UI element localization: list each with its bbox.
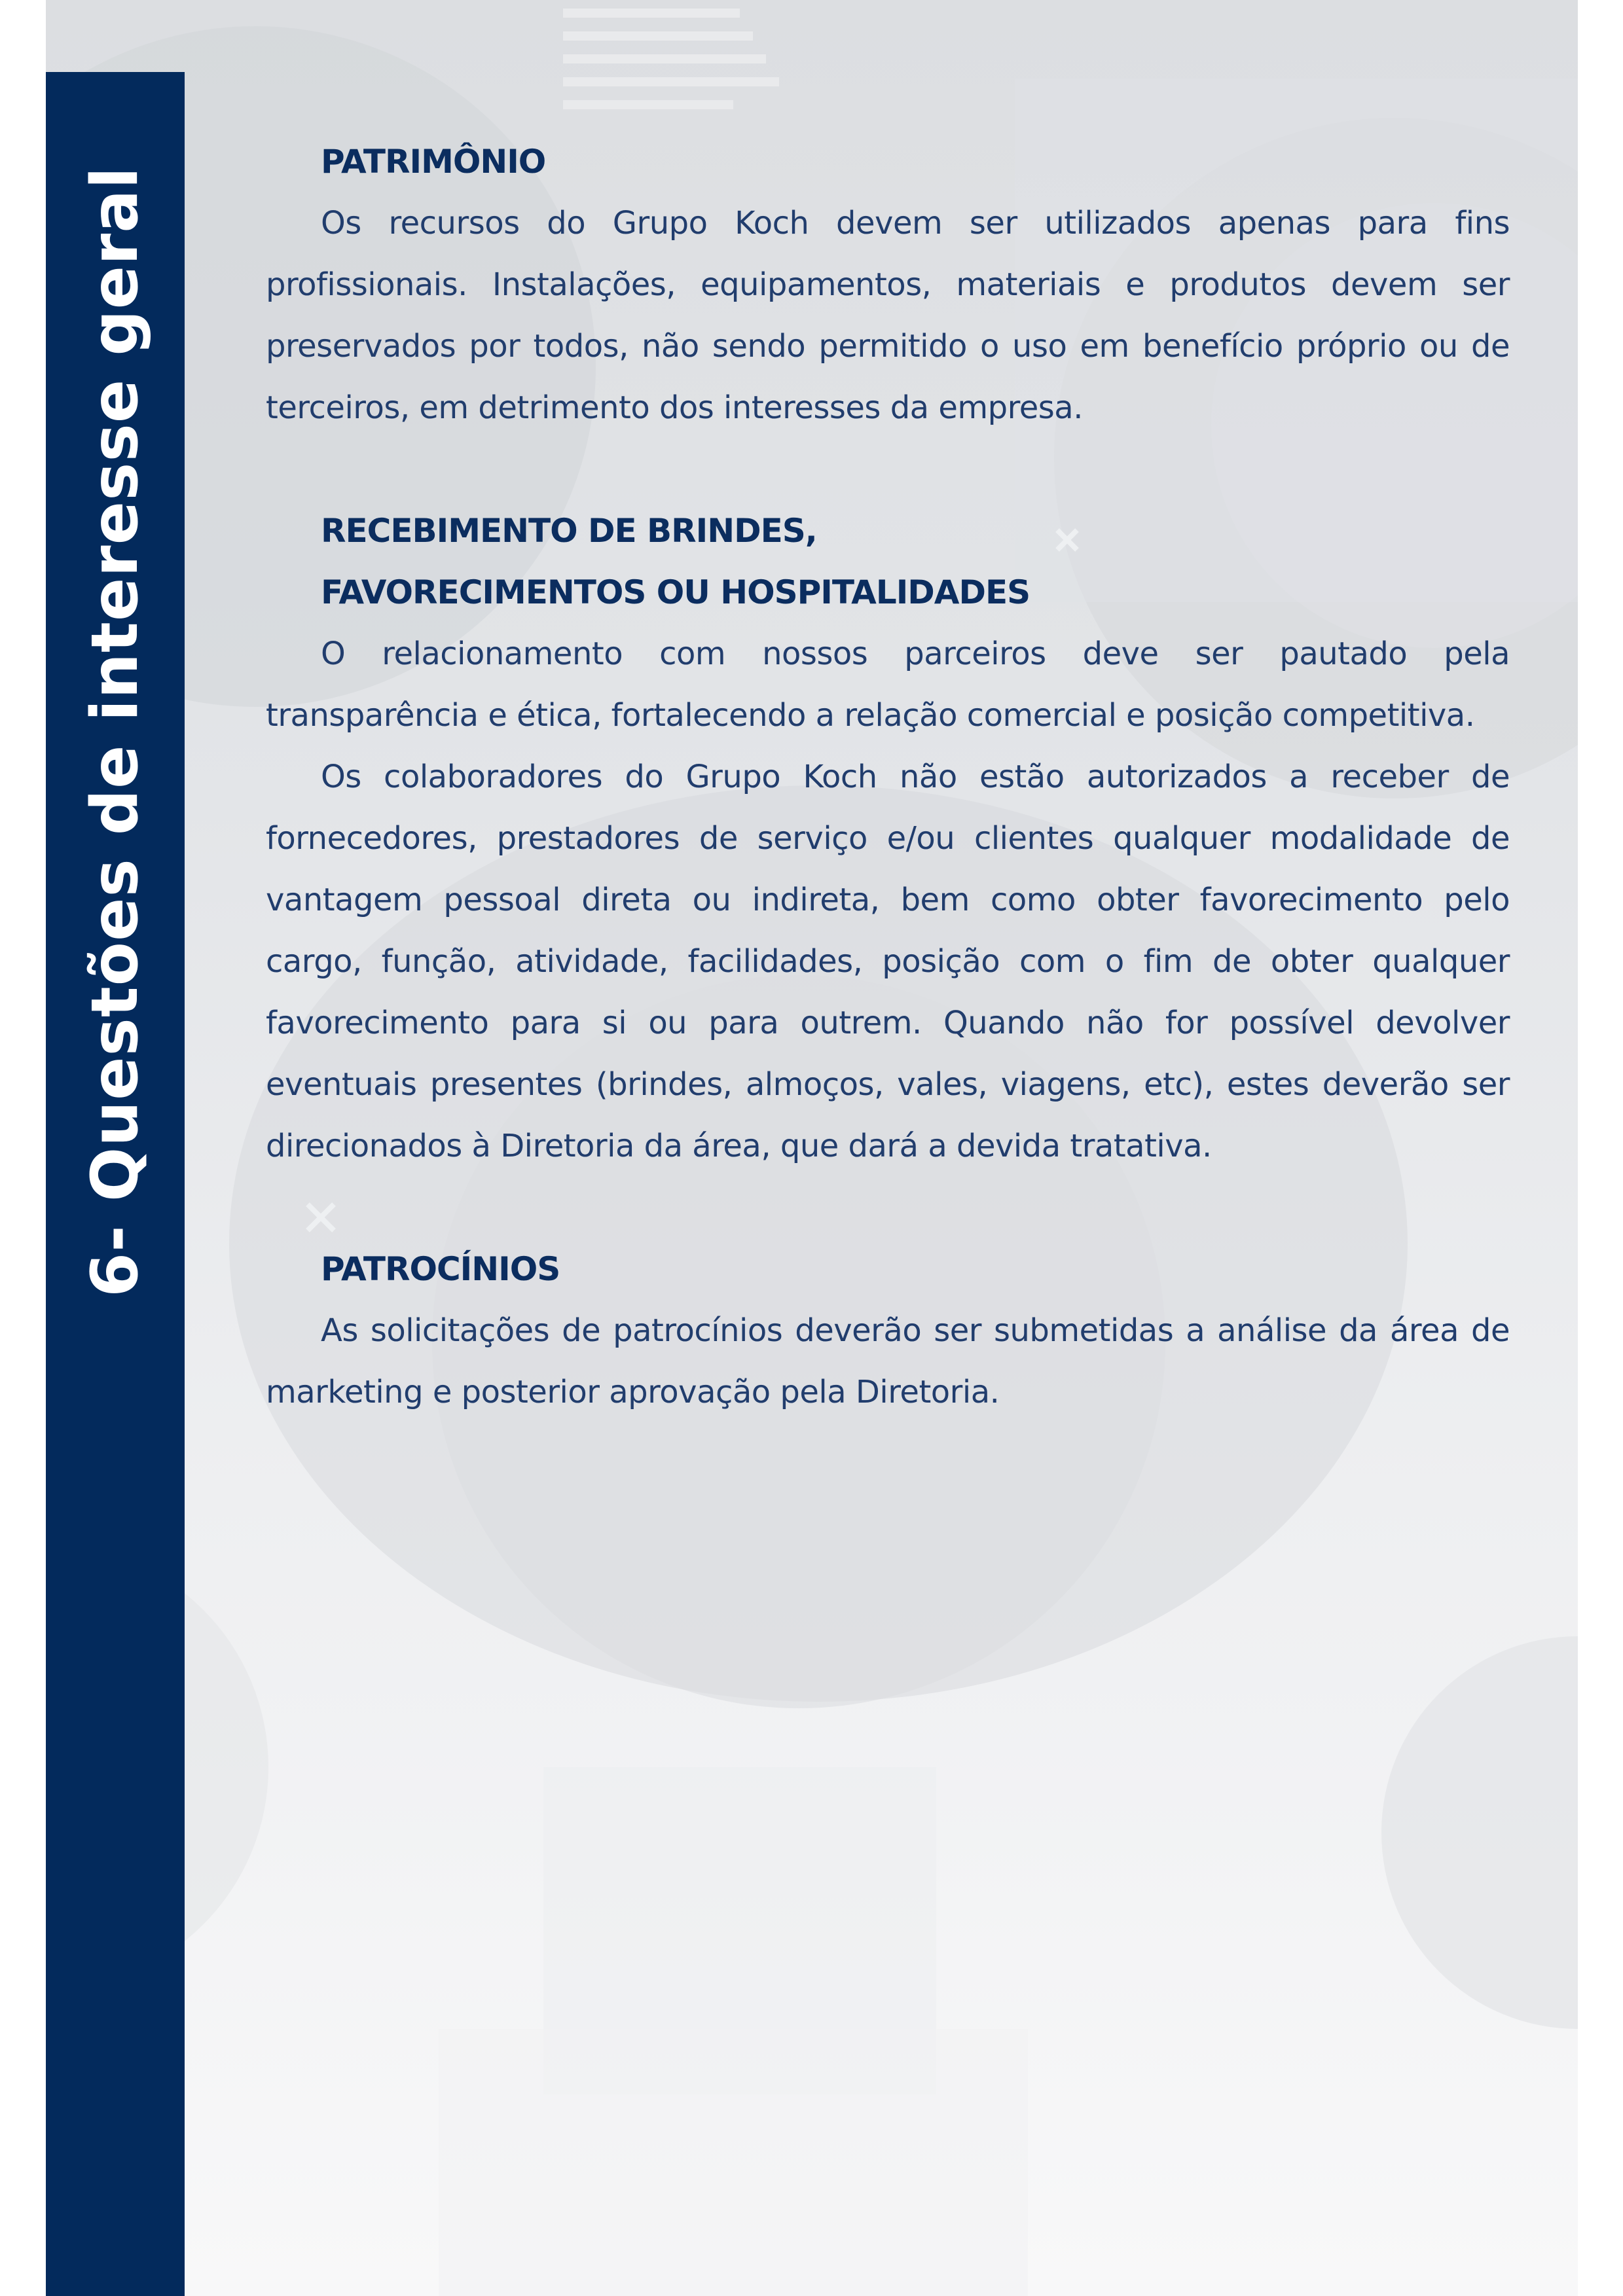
- section-patrocinios: [266, 1238, 1510, 1423]
- main-content: [266, 131, 1510, 1423]
- section-spacer: [266, 1177, 1510, 1238]
- section-paragraph: O relacionamento com nossos parceiros deve ser pautado pela transparência e ética, fortalecendo a relação comercial e posição competitiva.: [266, 636, 1510, 734]
- section-spacer: [266, 439, 1510, 500]
- section-paragraph: Os colaboradores do Grupo Koch não estão autorizados a receber de fornecedores, prestadores de serviço e/ou clientes qualquer modalidade de vantagem pessoal direta ou indireta, bem como obter favorecimento pelo cargo, função, atividade, facilidades, posição com o fim de obter qualquer favorecimento para si ou para outrem. Quando não for possível devolver eventuais presentes (brindes, almoços, vales, viagens, etc), estes deverão ser direcionados à Diretoria da área, que dará a devida tratativa.: [266, 759, 1510, 1164]
- section-heading: PATRIMÔNIO: [321, 143, 546, 181]
- section-title: 6- Questões de interesse geral: [78, 166, 153, 1298]
- section-paragraph: As solicitações de patrocínios deverão ser submetidas a análise da área de marketing e posterior aprovação pela Diretoria.: [266, 1312, 1510, 1410]
- section-heading: PATROCÍNIOS: [321, 1250, 560, 1288]
- section-heading: RECEBIMENTO DE BRINDES,: [321, 512, 817, 550]
- section-paragraph: Os recursos do Grupo Koch devem ser utilizados apenas para fins profissionais. Instalações, equipamentos, materiais e produtos devem ser preservados por todos, não sendo permitido o uso em benefício próprio ou de terceiros, em detrimento dos interesses da empresa.: [266, 205, 1510, 426]
- section-patrimonio: [266, 131, 1510, 439]
- document-page: [46, 0, 1578, 2296]
- sidebar-band: [46, 72, 185, 2296]
- background-stripes: [563, 13, 779, 105]
- section-heading-continued: FAVORECIMENTOS OU HOSPITALIDADES: [321, 573, 1030, 611]
- section-recebimento-brindes: [266, 500, 1510, 1177]
